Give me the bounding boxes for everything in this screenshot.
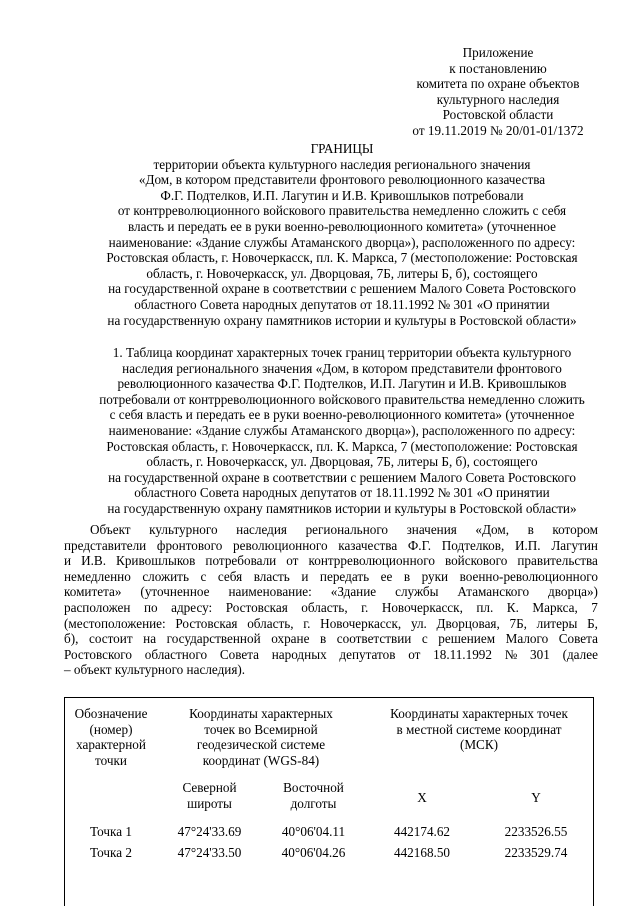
paragraph-line xyxy=(64,616,598,632)
title-line: наименование: «Здание службы Атаманского дворца»), расположенного по адресу: xyxy=(108,234,576,250)
paragraph-word: депутатов xyxy=(339,646,396,662)
point-latitude: 47°24'33.69 xyxy=(177,823,242,839)
paragraph-line xyxy=(64,553,598,569)
title-line: власть и передать ее в руки военно-революционного комитета» (уточненное xyxy=(127,218,557,234)
title-line: «Дом, в котором представители фронтового революционного казачества xyxy=(138,172,546,188)
paragraph-word: Лагутин xyxy=(551,537,598,553)
paragraph-word: значения xyxy=(406,522,457,537)
title-line: областного Совета народных депутатов от 18.11.1992 № 301 «О принятии xyxy=(134,296,550,312)
coordinates-table xyxy=(64,697,594,906)
paragraph-line xyxy=(64,647,598,663)
paragraph-word: наименование: xyxy=(228,584,312,600)
paragraph-line xyxy=(64,584,598,600)
paragraph-word: решением xyxy=(438,631,496,647)
paragraph-word: г. xyxy=(303,615,311,631)
paragraph-word: представители xyxy=(64,537,147,553)
header-line: точки xyxy=(95,752,127,768)
paragraph-word: (местоположение: xyxy=(64,615,166,631)
paragraph-word: в xyxy=(403,568,411,584)
paragraph-word: Ф.Г. xyxy=(407,537,432,553)
section-line: наименование: «Здание службы Атаманского дворца»), расположенного по адресу: xyxy=(108,422,576,438)
header-line: Обозначение xyxy=(74,706,148,721)
subheader-line: Северной xyxy=(182,780,237,796)
paragraph-word: котором xyxy=(552,522,598,537)
subheader-line: долготы xyxy=(290,795,337,811)
paragraph-word: расположен xyxy=(64,599,131,615)
paragraph-word: г. xyxy=(361,599,369,615)
title-line: на государственную охрану памятников истории и культуры в Ростовской области» xyxy=(107,312,577,328)
paragraph-word: областного xyxy=(144,646,208,662)
paragraph-word: Новочеркасск, xyxy=(320,615,402,631)
paragraph-line xyxy=(64,522,598,538)
paragraph-word: контрреволюционного xyxy=(308,553,435,569)
header-line: характерной xyxy=(76,737,146,753)
paragraph-word: правительства xyxy=(517,553,598,569)
paragraph-line xyxy=(64,631,598,647)
header-line: точек во Всемирной xyxy=(204,721,318,737)
paragraph-word: в xyxy=(527,522,534,537)
appendix-line: Приложение xyxy=(462,45,534,60)
table-row xyxy=(65,839,593,861)
paragraph-word: область, xyxy=(247,615,294,631)
point-y: 2233526.55 xyxy=(504,823,568,839)
header-msk xyxy=(365,698,593,768)
paragraph-word: соответствии xyxy=(336,631,412,647)
paragraph-word: литеры xyxy=(536,615,578,631)
paragraph-word: б), xyxy=(64,631,79,647)
paragraph-word: ул. xyxy=(410,615,427,631)
header-line: (МСК) xyxy=(459,737,499,753)
paragraph-word: «Дом, xyxy=(475,522,509,537)
subheader-empty xyxy=(65,768,157,811)
header-line: в местной системе координат xyxy=(396,721,562,737)
paragraph-word: область, xyxy=(301,599,348,615)
point-latitude: 47°24'33.50 xyxy=(177,845,242,861)
section-line: революционного казачества Ф.Г. Подтелков, И.П. Лагутин и И.В. Кривошлыков xyxy=(117,376,567,392)
paragraph-word: адресу: xyxy=(171,599,213,615)
paragraph-line xyxy=(64,569,598,585)
section-line: с себя власть и передать ее в руки военно-революционного комитета» (уточненное xyxy=(109,407,575,423)
paragraph-word: и xyxy=(301,568,309,584)
paragraph-word: И.В. xyxy=(81,553,107,569)
point-x: 442174.62 xyxy=(393,823,451,839)
paragraph-word: от xyxy=(286,553,299,569)
paragraph-word: 18.11.1992 xyxy=(433,646,492,662)
paragraph-word: Совета xyxy=(219,646,259,662)
paragraph-word: себя xyxy=(217,568,243,584)
paragraph-word: потребовали xyxy=(205,553,277,569)
table-row xyxy=(65,812,593,840)
document-title-block xyxy=(44,141,640,328)
paragraph-word: Маркса, xyxy=(532,599,578,615)
appendix-line: комитета по охране объектов xyxy=(416,76,580,92)
section-line: на государственную охрану памятников истории и культуры в Ростовской области» xyxy=(107,500,577,516)
paragraph-word: 7Б, xyxy=(509,615,527,631)
paragraph-word: службы xyxy=(395,584,439,600)
title-line: территории объекта культурного наследия регионального значения xyxy=(153,156,531,172)
paragraph-word: и xyxy=(64,553,72,569)
section-line: на государственной охране в соответствии с решением Малого Совета Ростовского xyxy=(108,469,576,485)
subheader-line: широты xyxy=(187,795,232,811)
point-y: 2233529.74 xyxy=(504,845,568,861)
paragraph-word: Объект xyxy=(90,522,131,537)
title-line: на государственной охране в соответствии с решением Малого Совета Ростовского xyxy=(108,281,576,297)
paragraph-word: сложить xyxy=(142,568,189,584)
paragraph-word: Ростовская xyxy=(175,615,238,631)
paragraph-word: (уточненное xyxy=(140,584,210,600)
subheader-y: Y xyxy=(531,790,541,806)
point-name: Точка 1 xyxy=(90,823,132,839)
title-line: Ф.Г. Подтелков, И.П. Лагутин и И.В. Кривошлыков потребовали xyxy=(160,187,524,203)
paragraph-word: Новочеркасск, xyxy=(381,599,463,615)
subheader-north xyxy=(157,768,262,811)
paragraph-word: народных xyxy=(271,646,327,662)
paragraph-word: казачества xyxy=(338,537,398,553)
paragraph-word: культурного xyxy=(149,522,218,537)
title-line: от контрреволюционного войскового правительства немедленно сложить с себя xyxy=(117,203,567,219)
point-x: 442168.50 xyxy=(393,845,451,861)
header-line: (номер) xyxy=(89,721,133,737)
appendix-line: культурного наследия xyxy=(436,91,560,107)
paragraph-word: «Здание xyxy=(330,584,377,600)
paragraph-word: наследия xyxy=(236,522,287,537)
paragraph-word: Кривошлыков xyxy=(116,553,196,569)
header-line: Координаты характерных точек xyxy=(390,706,568,721)
paragraph-word: государственной xyxy=(166,631,261,647)
paragraph-word: военно-революционного xyxy=(459,568,598,584)
section-line: Ростовская область, г. Новочеркасск, пл. К. Маркса, 7 (местоположение: Ростовская xyxy=(106,438,578,454)
header-line: координат (WGS-84) xyxy=(202,752,320,768)
paragraph-word: с xyxy=(421,631,428,647)
paragraph-word: Малого xyxy=(505,631,549,647)
paragraph-word: состоит xyxy=(88,631,133,647)
paragraph-word: немедленно xyxy=(64,568,131,584)
title-line: Ростовская область, г. Новочеркасск, пл. К. Маркса, 7 (местоположение: Ростовская xyxy=(106,250,578,266)
section-line: наследия регионального значения «Дом, в котором представители фронтового xyxy=(122,360,562,376)
object-description-paragraph xyxy=(64,522,598,678)
paragraph-word: 7 xyxy=(591,599,598,615)
paragraph-word: ее xyxy=(380,568,393,584)
paragraph-word: революционного xyxy=(233,537,328,553)
paragraph-line xyxy=(64,538,598,554)
subheader-line: Восточной xyxy=(283,780,344,796)
paragraph-word: 301 xyxy=(530,646,550,662)
appendix-block xyxy=(380,45,616,139)
appendix-line: от 19.11.2019 № 20/01-01/1372 xyxy=(412,122,584,138)
document-heading: ГРАНИЦЫ xyxy=(310,141,374,156)
paragraph-word: Атаманского xyxy=(457,584,530,600)
paragraph-word: на xyxy=(143,631,157,647)
paragraph-word: № xyxy=(504,646,518,662)
paragraph-word: по xyxy=(143,599,158,615)
appendix-line: Ростовской области xyxy=(442,107,554,123)
section-line: областного Совета народных депутатов от 18.11.1992 № 301 «О принятии xyxy=(134,485,550,501)
paragraph-word: от xyxy=(408,646,421,662)
paragraph-word: – объект культурного наследия). xyxy=(64,662,246,678)
paragraph-word: пл. xyxy=(476,599,494,615)
paragraph-word: с xyxy=(200,568,207,584)
subheader-east xyxy=(262,768,365,811)
header-wgs84 xyxy=(157,698,365,768)
paragraph-word: передать xyxy=(319,568,370,584)
section-line: 1. Таблица координат характерных точек границ территории объекта культурного xyxy=(112,345,572,360)
paragraph-word: регионального xyxy=(305,522,389,537)
section-line: область, г. Новочеркасск, ул. Дворцовая, 7Б, литеры Б, б), состоящего xyxy=(146,454,538,470)
point-longitude: 40°06'04.11 xyxy=(281,823,346,839)
point-name: Точка 2 xyxy=(90,845,132,861)
point-longitude: 40°06'04.26 xyxy=(281,845,346,861)
header-line: Координаты характерных xyxy=(189,706,333,721)
paragraph-word: К. xyxy=(506,599,519,615)
paragraph-word: Дворцовая, xyxy=(436,615,500,631)
paragraph-word: охране xyxy=(271,631,310,647)
paragraph-word: фронтового xyxy=(156,537,223,553)
header-line: геодезической системе xyxy=(196,737,326,753)
paragraph-word: дворца») xyxy=(548,584,598,600)
paragraph-word: И.П. xyxy=(514,537,541,553)
paragraph-word: Б, xyxy=(587,615,598,631)
paragraph-line xyxy=(64,662,598,678)
title-line: область, г. Новочеркасск, ул. Дворцовая, 7Б, литеры Б, б), состоящего xyxy=(146,265,538,281)
paragraph-word: руки xyxy=(421,568,449,584)
paragraph-word: Совета xyxy=(558,631,598,647)
section-line: потребовали от контрреволюционного войскового правительства немедленно сложить xyxy=(99,391,585,407)
paragraph-word: (далее xyxy=(562,646,598,662)
paragraph-word: Ростовская xyxy=(225,599,288,615)
appendix-line: к постановлению xyxy=(449,60,547,76)
paragraph-line xyxy=(64,600,598,616)
section-1-heading xyxy=(44,345,640,517)
subheader-x: X xyxy=(417,790,427,806)
paragraph-word: власть xyxy=(253,568,290,584)
paragraph-word: войскового xyxy=(444,553,508,569)
paragraph-word: Ростовского xyxy=(64,646,132,662)
paragraph-word: комитета» xyxy=(64,584,122,600)
header-designation xyxy=(65,698,157,768)
paragraph-word: Подтелков, xyxy=(441,537,505,553)
paragraph-word: в xyxy=(320,631,327,647)
